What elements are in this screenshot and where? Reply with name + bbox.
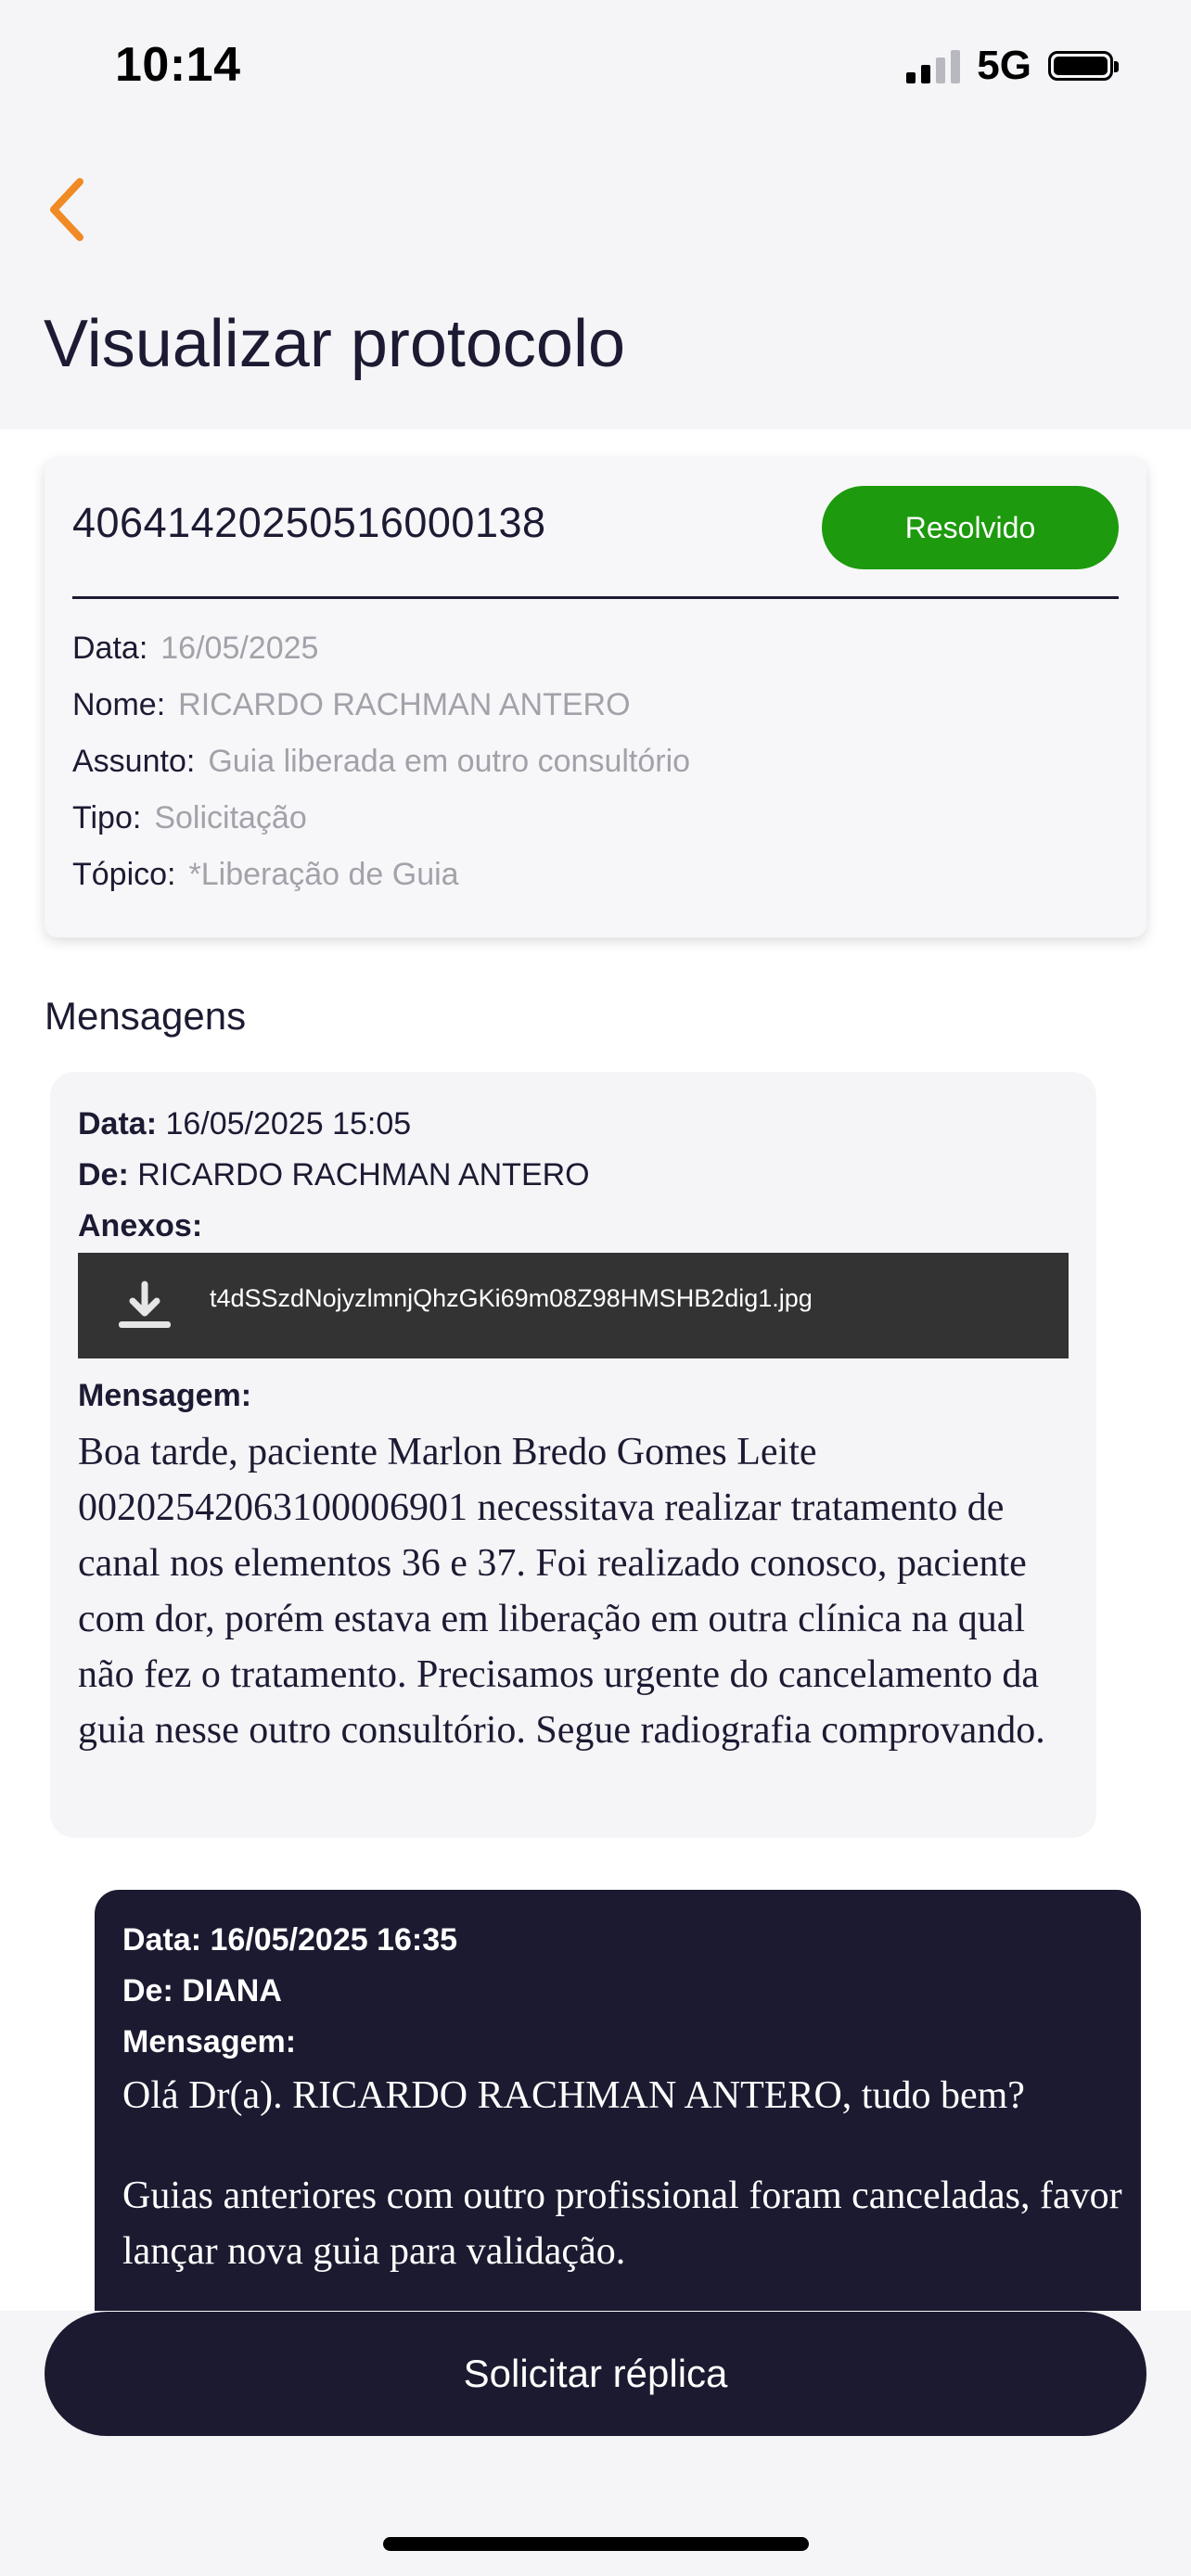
message-bubble-agent [95, 1890, 1141, 2316]
message-date: Data: 16/05/2025 15:05 [78, 1106, 412, 1141]
detail-value: *Liberação de Guia [188, 857, 459, 892]
divider [72, 596, 1119, 599]
download-icon [117, 1279, 173, 1334]
message-label: Mensagem: [122, 2024, 297, 2060]
message-sender: De: DIANA [122, 1973, 282, 2009]
protocol-card [45, 458, 1146, 937]
detail-row-subject [72, 744, 690, 800]
status-indicators [906, 43, 1113, 89]
message-bubble-user [50, 1072, 1096, 1838]
detail-label: Tópico: [72, 857, 176, 892]
request-reply-button[interactable]: Solicitar réplica [45, 2312, 1146, 2436]
attachment-item[interactable] [78, 1253, 1069, 1358]
status-badge: Resolvido [822, 486, 1119, 569]
detail-row-name [72, 687, 690, 744]
detail-row-topic [72, 857, 690, 913]
status-time: 10:14 [115, 38, 241, 92]
attachments-label: Anexos: [78, 1208, 203, 1243]
chevron-left-icon [41, 172, 96, 247]
back-button[interactable] [41, 172, 96, 247]
message-paragraph: Olá Dr(a). RICARDO RACHMAN ANTERO, tudo bem? [122, 2074, 1025, 2117]
detail-label: Assunto: [72, 744, 196, 779]
attachment-filename: t4dSSzdNojyzlmnjQhzGKi69m08Z98HMSHB2dig1.jpg [210, 1284, 813, 1312]
network-type: 5G [977, 43, 1031, 88]
page-title: Visualizar protocolo [44, 307, 626, 381]
message-date: Data: 16/05/2025 16:35 [122, 1922, 458, 1958]
detail-value: 16/05/2025 [160, 631, 319, 666]
detail-value: Solicitação [154, 800, 307, 835]
protocol-details [72, 631, 690, 913]
message-sender: De: RICARDO RACHMAN ANTERO [78, 1157, 590, 1192]
message-paragraph: Guias anteriores com outro profissional foram canceladas, favor lançar nova guia para validação. [122, 2174, 1122, 2273]
message-text [122, 2068, 1133, 2316]
detail-label: Tipo: [72, 800, 142, 835]
message-label: Mensagem: [78, 1378, 252, 1413]
detail-row-type [72, 800, 690, 857]
detail-value: Guia liberada em outro consultório [208, 744, 691, 779]
detail-label: Nome: [72, 687, 166, 722]
battery-icon [1048, 51, 1113, 81]
message-text: Boa tarde, paciente Marlon Bredo Gomes Leite 00202542063100006901 necessitava realizar tratamento de canal nos elementos 36 e 37. Foi realizado conosco, paciente com dor, porém estava em liberação em outra clínica na qual não fez o tratamento. Precisamos urgente do cancelamento da guia nesse outro consultório. Segue radiografia comprovando. [78, 1431, 1045, 1752]
detail-value: RICARDO RACHMAN ANTERO [178, 687, 631, 722]
messages-title: Mensagens [45, 994, 247, 1038]
detail-row-date [72, 631, 690, 687]
detail-label: Data: [72, 631, 148, 666]
signal-icon [906, 48, 960, 83]
protocol-number: 40641420250516000138 [72, 499, 546, 546]
home-indicator [383, 2537, 809, 2551]
